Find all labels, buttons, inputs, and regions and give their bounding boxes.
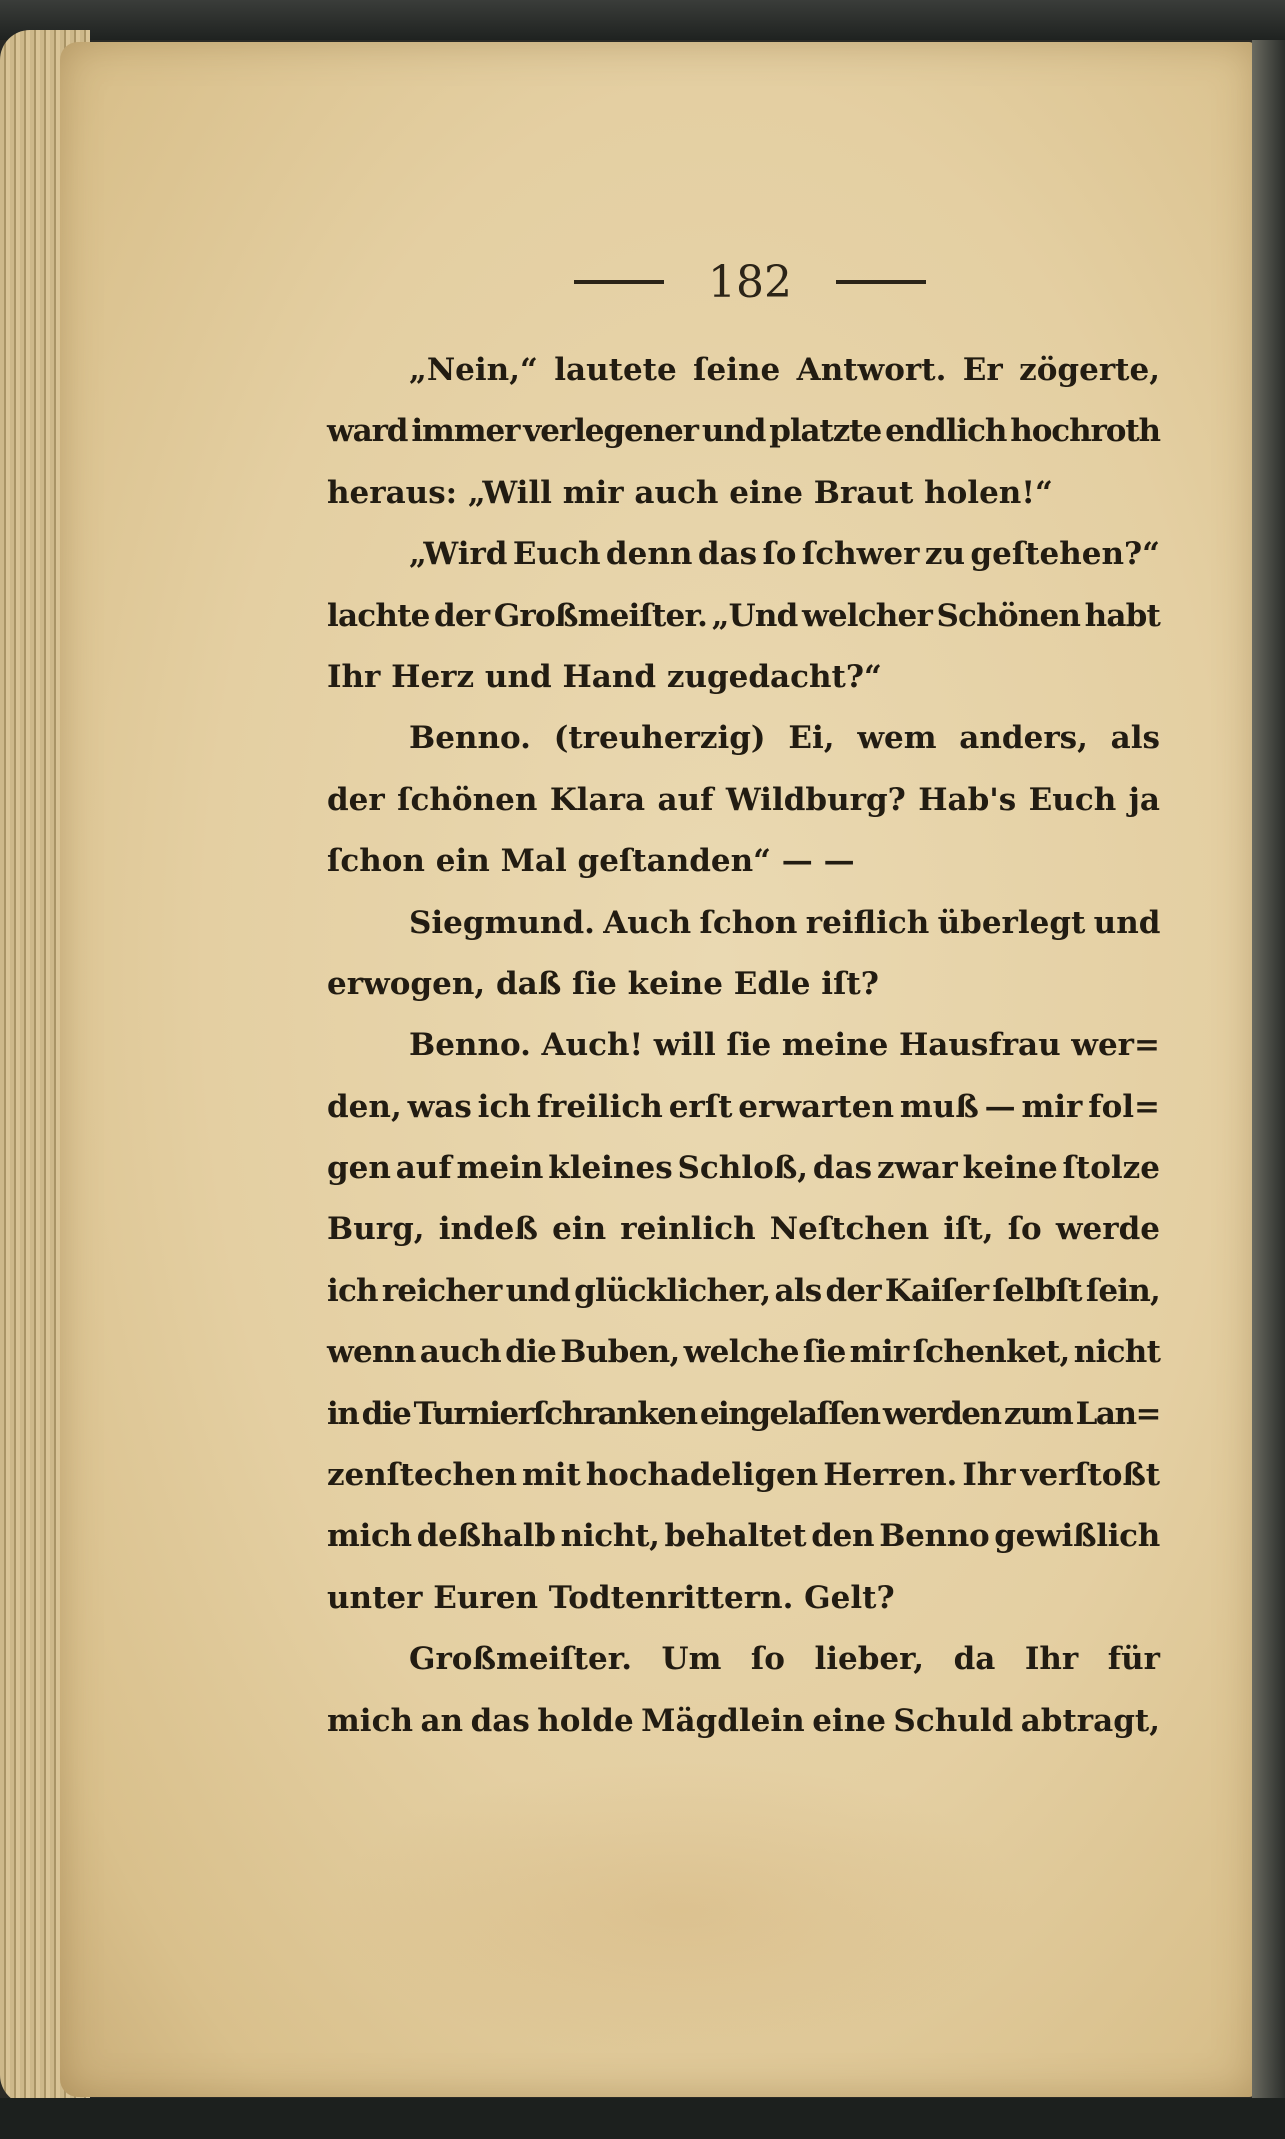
scan-background-bottom bbox=[0, 2098, 1285, 2139]
text-line: unter Euren Todtenrittern. Gelt? bbox=[327, 1579, 895, 1616]
text-line: den, was ich freilich erſt erwarten muß — mir fol= bbox=[327, 1088, 1160, 1125]
text-line: Burg, indeß ein reinlich Neſtchen iſt, ſo werde bbox=[327, 1211, 1160, 1248]
text-line: mich an das holde Mägdlein eine Schuld abtragt, bbox=[327, 1702, 1160, 1739]
header-rule-right bbox=[836, 280, 926, 284]
text-line: ward immer verlegener und platzte endlich hochroth bbox=[327, 413, 1160, 450]
text-line: Ihr Herz und Hand zugedacht?“ bbox=[327, 658, 882, 695]
text-line: ich reicher und glücklicher, als der Kaiſer ſelbſt ſein, bbox=[327, 1272, 1160, 1309]
page-header bbox=[560, 252, 940, 312]
header-rule-left bbox=[574, 280, 664, 284]
page-number: 182 bbox=[708, 256, 792, 308]
paper-stain bbox=[330, 1760, 1030, 2060]
text-line: erwogen, daß ſie keine Edle iſt? bbox=[327, 965, 879, 1002]
text-line: Benno. Auch! will ſie meine Hausfrau wer= bbox=[409, 1027, 1160, 1064]
text-line: gen auf mein kleines Schloß, das zwar keine ſtolze bbox=[327, 1150, 1160, 1187]
text-line: „Nein,“ lautete ſeine Antwort. Er zögerte, bbox=[409, 352, 1160, 388]
text-line: Benno. (treuherzig) Ei, wem anders, als bbox=[409, 720, 1160, 757]
scan-background-top bbox=[0, 0, 1285, 40]
body-text bbox=[327, 340, 1160, 1752]
text-line: Großmeiſter. Um ſo lieber, da Ihr für bbox=[409, 1641, 1160, 1678]
text-line: in die Turnierſchranken eingelaſſen werden zum Lan= bbox=[327, 1395, 1160, 1432]
text-line: lachte der Großmeiſter. „Und welcher Schönen habt bbox=[327, 597, 1160, 634]
text-line: Siegmund. Auch ſchon reiflich überlegt und bbox=[409, 904, 1161, 941]
text-line: mich deßhalb nicht, behaltet den Benno gewißlich bbox=[327, 1518, 1160, 1555]
scan-background-right bbox=[1252, 40, 1285, 2110]
text-line: ſchon ein Mal geſtanden“ — — bbox=[327, 843, 855, 880]
text-line: zenſtechen mit hochadeligen Herren. Ihr verſtoßt bbox=[327, 1457, 1160, 1494]
text-line: „Wird Euch denn das ſo ſchwer zu geſtehen?“ bbox=[409, 536, 1160, 573]
text-line: der ſchönen Klara auf Wildburg? Hab's Euch ja bbox=[327, 781, 1160, 818]
text-line: heraus: „Will mir auch eine Braut holen!“ bbox=[327, 474, 1053, 511]
text-line: wenn auch die Buben, welche ſie mir ſchenket, nicht bbox=[327, 1334, 1161, 1371]
